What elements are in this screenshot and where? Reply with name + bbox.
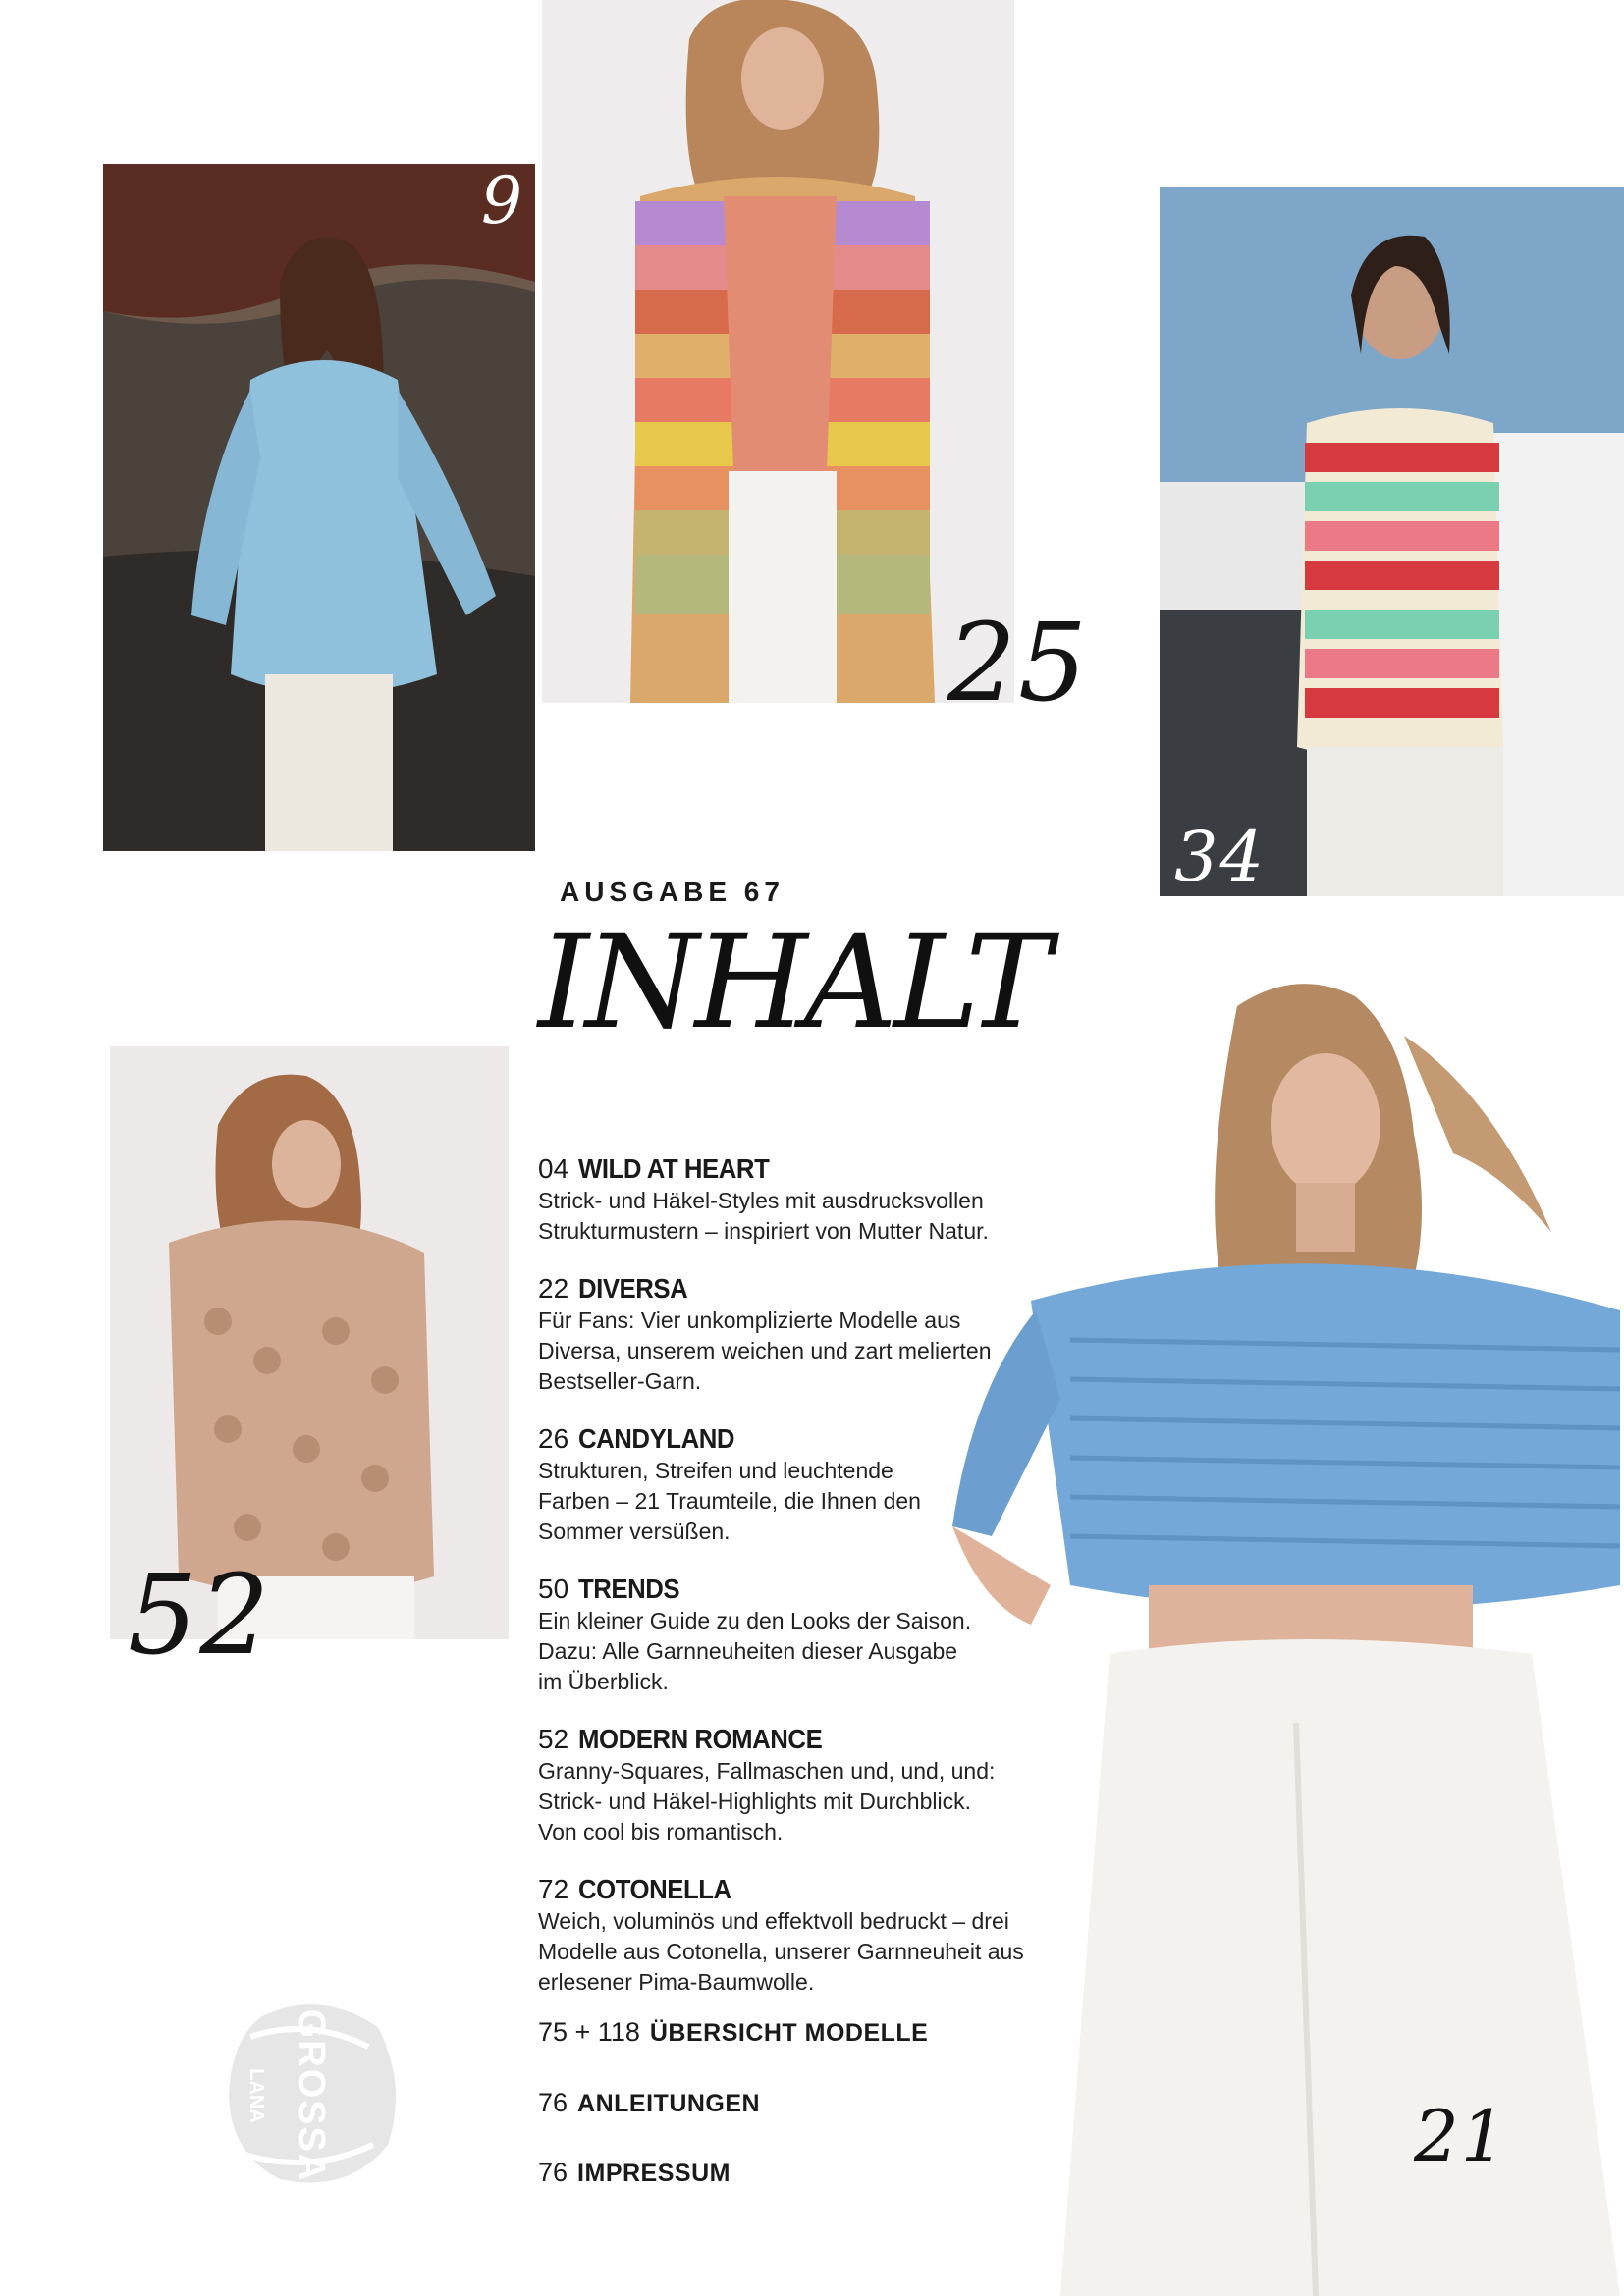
toc-entry-imprint[interactable] [538,2158,731,2188]
toc-title: TRENDS [578,1574,680,1604]
photo-striped-cardigan [542,0,1014,703]
page-number-34: 34 [1174,817,1267,897]
page-number-25: 25 [947,600,1089,725]
toc-title: ANLEITUNGEN [577,2090,761,2117]
toc-desc: Granny-Squares, Fallmaschen und, und, und: Strick- und Häkel-Highlights mit Durchblick. Von cool bis romantisch. [538,1758,996,1844]
toc-page: 76 [538,2088,568,2117]
toc-title: DIVERSA [578,1273,688,1304]
toc-page: 04 [538,1153,569,1184]
svg-text:GROSSA: GROSSA [291,2008,332,2183]
toc-title: ÜBERSICHT MODELLE [649,2019,929,2047]
toc-entry-instructions[interactable] [538,2088,760,2118]
toc-desc: Strick- und Häkel-Styles mit ausdrucksvollen Strukturmustern – inspiriert von Mutter Natur. [538,1188,989,1244]
page-number-52: 52 [128,1552,272,1680]
toc-title: IMPRESSUM [577,2160,731,2187]
toc-title: WILD AT HEART [578,1153,770,1184]
issue-label: AUSGABE 67 [560,877,785,907]
photo-blue-cardigan [103,164,535,851]
toc-desc: Strukturen, Streifen und leuchtende Farben – 21 Traumteile, die Ihnen den Sommer versüßen. [538,1458,921,1544]
toc-title: COTONELLA [578,1874,731,1904]
toc-page: 76 [538,2158,568,2187]
toc-page: 52 [538,1724,569,1754]
page-title: INHALT [538,907,1049,1058]
toc-desc: Ein kleiner Guide zu den Looks der Saison. Dazu: Alle Garnneuheiten dieser Ausgabe im Überblick. [538,1608,972,1694]
toc-entry[interactable] [538,1272,1088,1397]
toc-title: MODERN ROMANCE [578,1724,823,1754]
photo-crochet-cardigan [110,1046,509,1639]
toc-page: 72 [538,1874,569,1904]
toc-desc: Für Fans: Vier unkomplizierte Modelle aus Diversa, unserem weichen und zart melierten Bestseller-Garn. [538,1308,992,1394]
toc-entry[interactable] [538,1873,1088,1998]
toc-page: 50 [538,1574,569,1604]
page-number-21: 21 [1414,2095,1508,2177]
toc-entry[interactable] [538,1573,1088,1697]
toc-entry[interactable] [538,1152,1088,1247]
photo-striped-top [1160,187,1624,896]
toc-page: 22 [538,1273,569,1304]
toc-entry-overview[interactable] [538,2017,928,2048]
toc-entry[interactable] [538,1422,1088,1547]
page-number-9: 9 [481,163,524,239]
toc-desc: Weich, voluminös und effektvoll bedruckt – drei Modelle aus Cotonella, unserer Garnneuheit aus erlesener Pima-Baumwolle. [538,1908,1024,1995]
toc-title: CANDYLAND [578,1423,735,1454]
toc-page: 26 [538,1423,569,1454]
table-of-contents [538,1152,1088,2023]
svg-text:LANA: LANA [245,2068,267,2123]
toc-entry[interactable] [538,1723,1088,1847]
brand-logo [221,1998,403,2189]
toc-page: 75 + 118 [538,2017,640,2047]
